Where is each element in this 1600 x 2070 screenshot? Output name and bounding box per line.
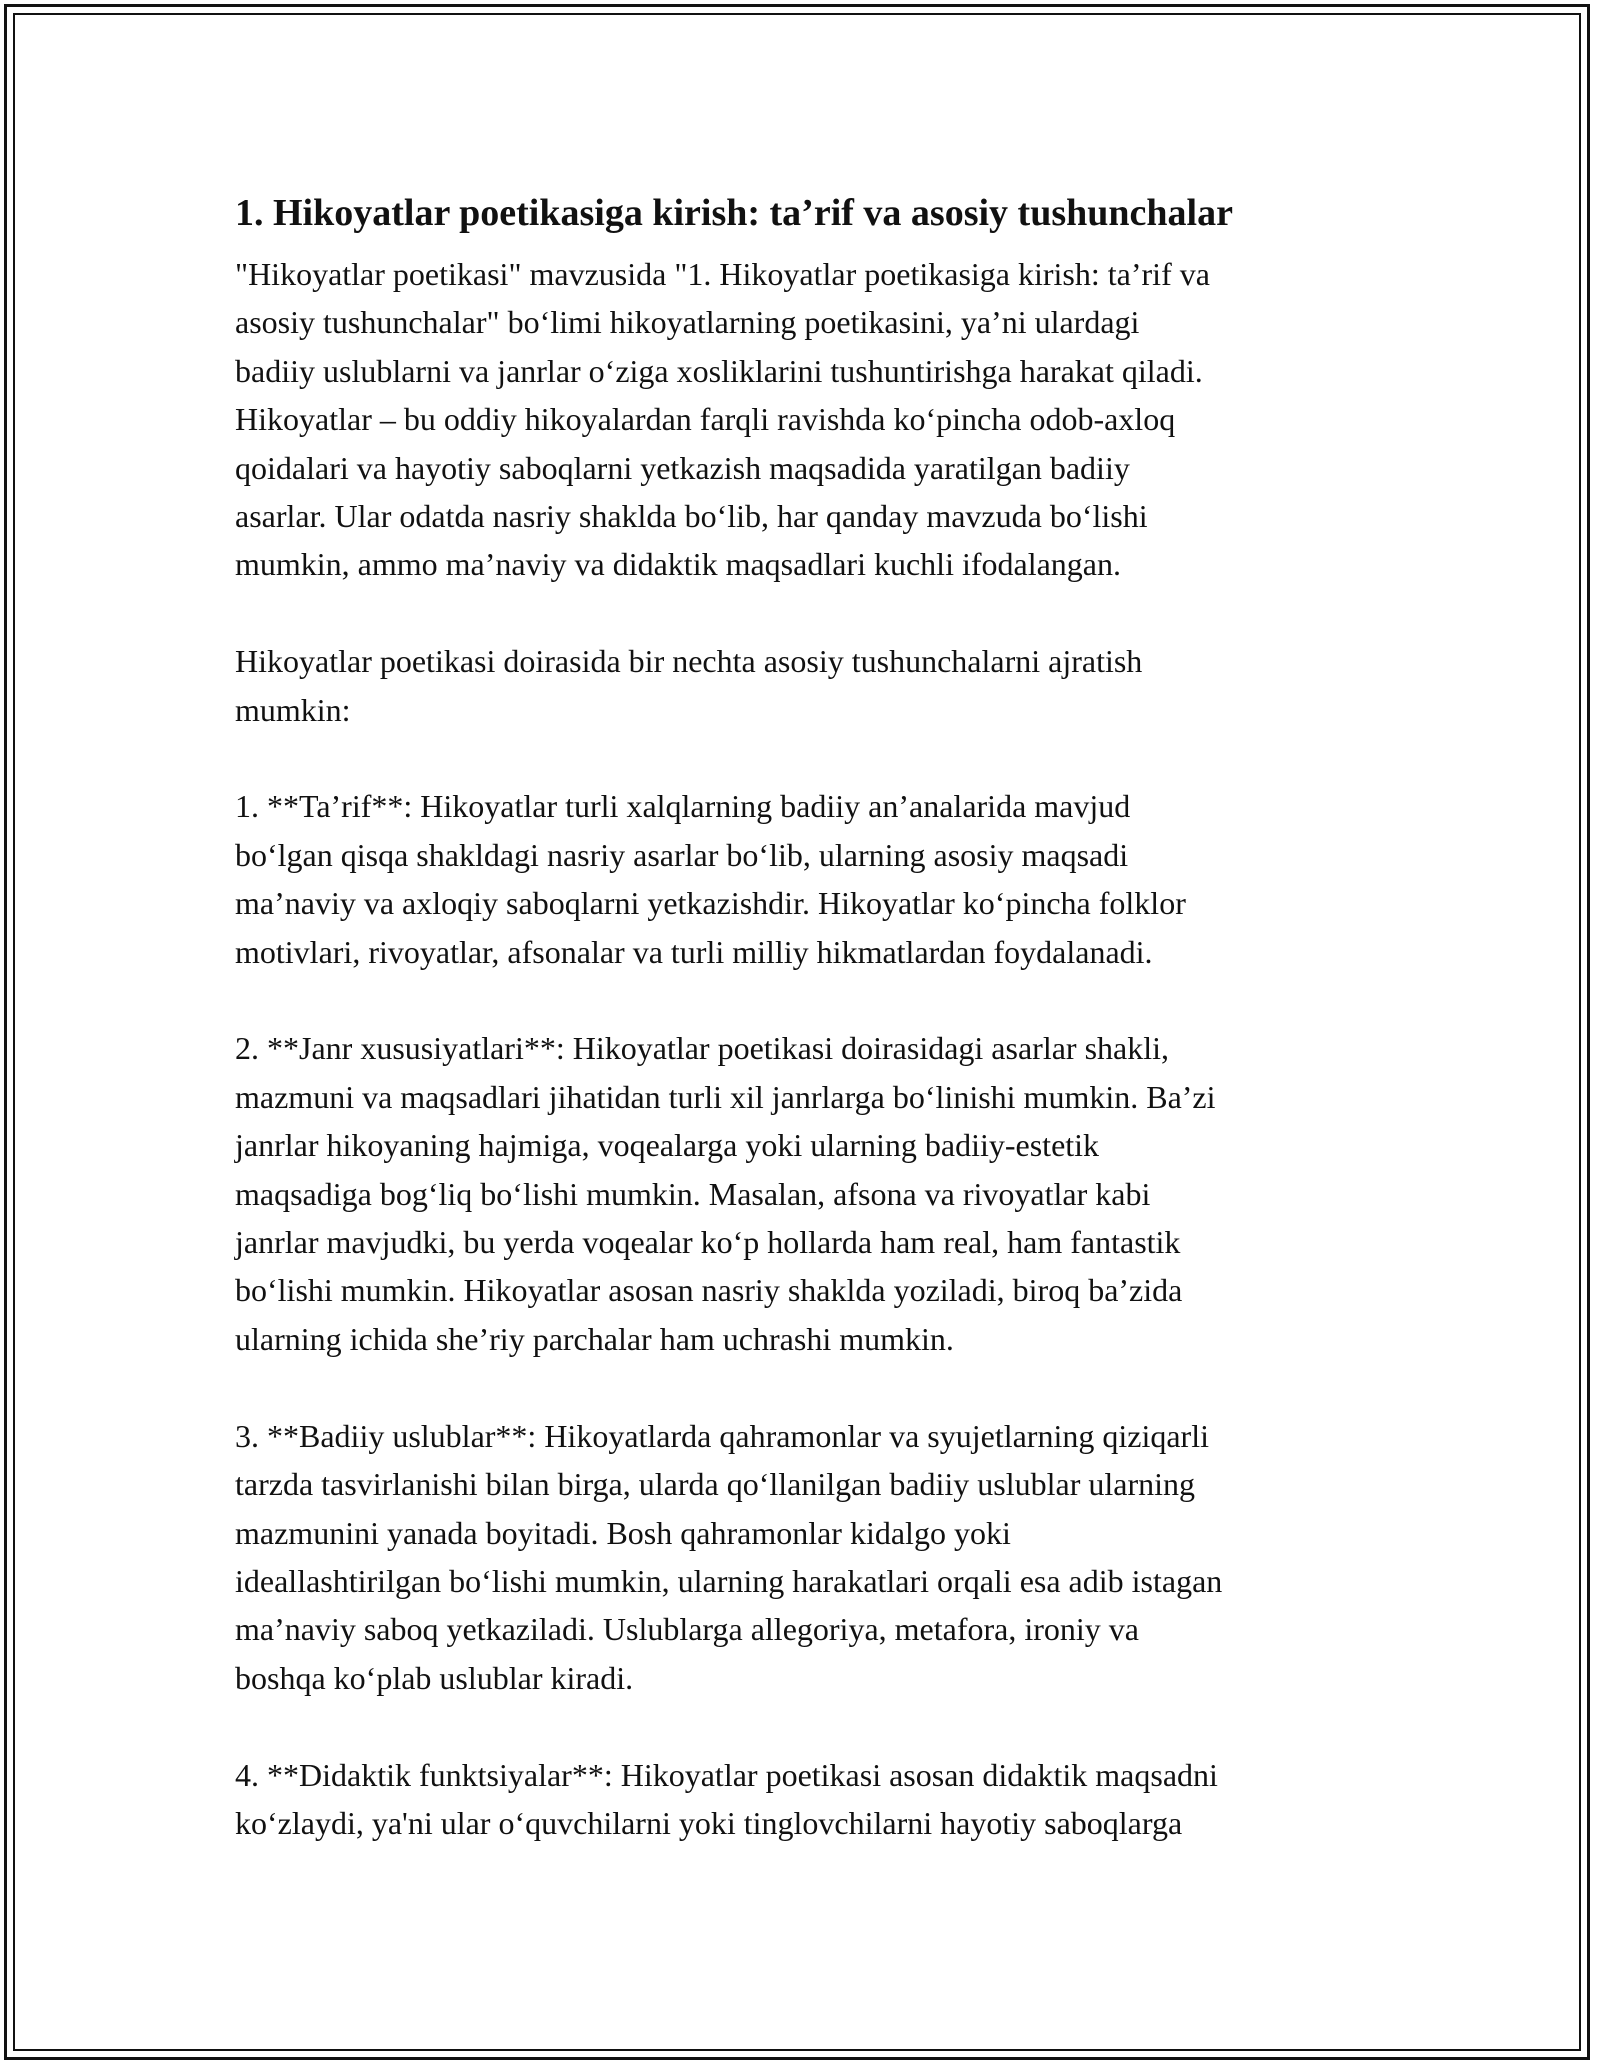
list-item-definition: 1. **Ta’rif**: Hikoyatlar turli xalqlarning badiiy an’analarida mavjud bo‘lgan qisqa shakldagi nasriy asarlar bo‘lib, ularning asosiy maqsadi ma’naviy va axloqiy saboqlarni yetkazishdir. Hikoyatlar ko‘pincha folklor motivlari, rivoyatlar, afsonalar va turli milliy hikmatlardan foydalanadi. [235, 788, 1186, 970]
document-body [235, 186, 1375, 1847]
intro-paragraph: "Hikoyatlar poetikasi" mavzusida "1. Hikoyatlar poetikasiga kirish: ta’rif va asosiy tushunchalar" bo‘limi hikoyatlarning poetikasini, ya’ni ulardagi badiiy uslublarni va janrlar o‘ziga xosliklarini tushuntirishga harakat qiladi. Hikoyatlar – bu oddiy hikoyalardan farqli ravishda ko‘pincha odob-axloq qoidalari va hayotiy saboqlarni yetkazish maqsadida yaratilgan badiiy asarlar. Ular odatda nasriy shaklda bo‘lib, har qanday mavzuda bo‘lishi mumkin, ammo ma’naviy va didaktik maqsadlari kuchli ifodalangan. [235, 256, 1210, 583]
list-item-artistic-styles: 3. **Badiiy uslublar**: Hikoyatlarda qahramonlar va syujetlarning qiziqarli tarzda tasvirlanishi bilan birga, ularda qo‘llanilgan badiiy uslublar ularning mazmunini yanada boyitadi. Bosh qahramonlar kidalgo yoki ideallashtirilgan bo‘lishi mumkin, ularning harakatlari orqali esa adib istagan ma’naviy saboq yetkaziladi. Uslublarga allegoriya, metafora, ironiy va boshqa ko‘plab uslublar kiradi. [235, 1417, 1223, 1696]
list-item-genre-features: 2. **Janr xususiyatlari**: Hikoyatlar poetikasi doirasidagi asarlar shakli, mazmuni va maqsadlari jihatidan turli xil janrlarga bo‘linishi mumkin. Ba’zi janrlar hikoyaning hajmiga, voqealarga yoki ularning badiiy-estetik maqsadiga bog‘liq bo‘lishi mumkin. Masalan, afsona va rivoyatlar kabi janrlar mavjudki, bu yerda voqealar ko‘p hollarda ham real, ham fantastik bo‘lishi mumkin. Hikoyatlar asosan nasriy shaklda yoziladi, biroq ba’zida ularning ichida she’riy parchalar ham uchrashi mumkin. [235, 1030, 1216, 1357]
section-heading: 1. Hikoyatlar poetikasiga kirish: ta’rif va asosiy tushunchalar [235, 192, 1233, 234]
concepts-lead-paragraph: Hikoyatlar poetikasi doirasida bir nechta asosiy tushunchalarni ajratish mumkin: [235, 643, 1143, 728]
list-item-didactic-functions: 4. **Didaktik funktsiyalar**: Hikoyatlar poetikasi asosan didaktik maqsadni ko‘zlaydi, ya'ni ular o‘quvchilarni yoki tinglovchilarni hayotiy saboqlarga [235, 1756, 1218, 1841]
